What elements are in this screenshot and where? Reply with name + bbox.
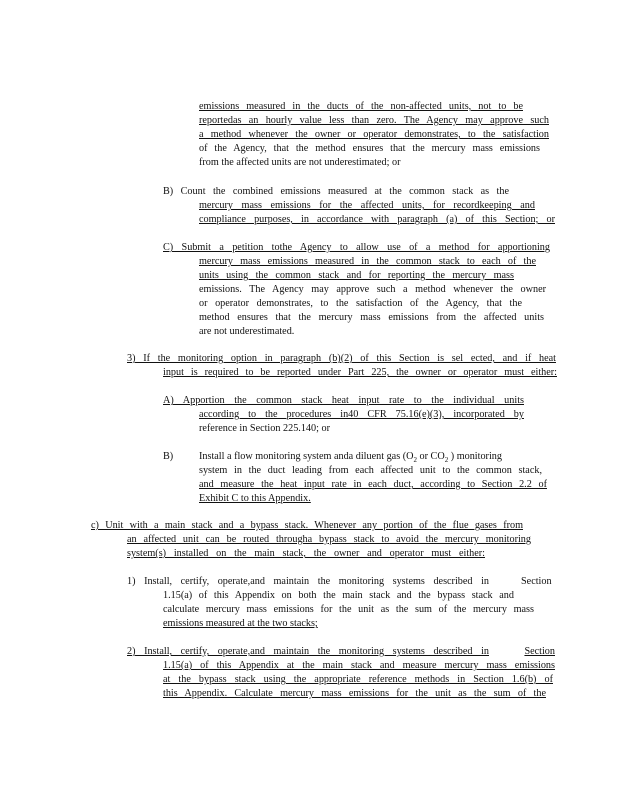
text-line: Section (521, 576, 552, 587)
text-line: emissions. The Agency may approve such a method whenever the owner (199, 284, 546, 295)
text-line: a method whenever the owner or operator demonstrates, to the satisfaction (199, 129, 549, 140)
text-line: units using the common stack and for reporting the mercury mass (199, 270, 514, 281)
text-line: input is required to be reported under Part 225, the owner or operator must either: (163, 367, 557, 378)
text-line: system in the duct leading from each affected unit to the common stack, (199, 465, 542, 476)
text-line: calculate mercury mass emissions for the unit as the sum of the mercury mass (163, 604, 534, 615)
text-line: or operator demonstrates, to the satisfaction of the Agency, that the (199, 298, 522, 309)
text-line: at the bypass stack using the appropriate reference methods in Section 1.6(b) of (163, 674, 553, 685)
text-line: 3) If the monitoring option in paragraph (b)(2) of this Section is sel ected, and if heat (127, 353, 556, 364)
text-line: system(s) installed on the main stack, the owner and operator must either: (127, 548, 485, 559)
text-line: mercury mass emissions measured in the common stack to each of the (199, 256, 536, 267)
text-line: C) Submit a petition tothe Agency to allow use of a method for apportioning (163, 242, 550, 253)
text-line: of the Agency, that the method ensures that the mercury mass emissions (199, 143, 540, 154)
text-line: emissions measured in the ducts of the non-affected units, not to be (199, 101, 523, 112)
text-line: according to the procedures in40 CFR 75.16(e)(3), incorporated by (199, 409, 524, 420)
text-line: 2) Install, certify, operate,and maintain the monitoring systems described in (127, 646, 489, 657)
text-line: 1.15(a) of this Appendix at the main stack and measure mercury mass emissions (163, 660, 555, 671)
text-line: from the affected units are not underestimated; or (199, 157, 401, 168)
text-line: 1) Install, certify, operate,and maintain the monitoring systems described in (127, 576, 489, 587)
text-line: 1.15(a) of this Appendix on both the main stack and the bypass stack and (163, 590, 514, 601)
text-line: Exhibit C to this Appendix. (199, 493, 311, 504)
text-line: compliance purposes, in accordance with paragraph (a) of this Section; or (199, 214, 555, 225)
text-line: Install a flow monitoring system anda diluent gas ($O_2$ or $CO_2$ ) monitoring (199, 451, 502, 463)
text-line: reference in Section 225.140; or (199, 423, 330, 434)
text-line: A) Apportion the common stack heat input rate to the individual units (163, 395, 524, 406)
text-line: an affected unit can be routed througha bypass stack to avoid the mercury monitoring (127, 534, 531, 545)
text-line: B) Count the combined emissions measured at the common stack as the (163, 186, 509, 197)
item-label: B) (163, 451, 174, 462)
text-line: c) Unit with a main stack and a bypass stack. Whenever any portion of the flue gases from (91, 520, 523, 531)
text-line: are not underestimated. (199, 326, 295, 337)
text-line: mercury mass emissions for the affected units, for recordkeeping and (199, 200, 535, 211)
text-line: method ensures that the mercury mass emissions from the affected units (199, 312, 544, 323)
text-line: Section (524, 646, 555, 657)
text-line: emissions measured at the two stacks; (163, 618, 318, 629)
text-line: and measure the heat input rate in each duct, according to Section 2.2 of (199, 479, 547, 490)
text-line: this Appendix. Calculate mercury mass emissions for the unit as the sum of the (163, 688, 546, 699)
text-line: reportedas an hourly value less than zero. The Agency may approve such (199, 115, 549, 126)
